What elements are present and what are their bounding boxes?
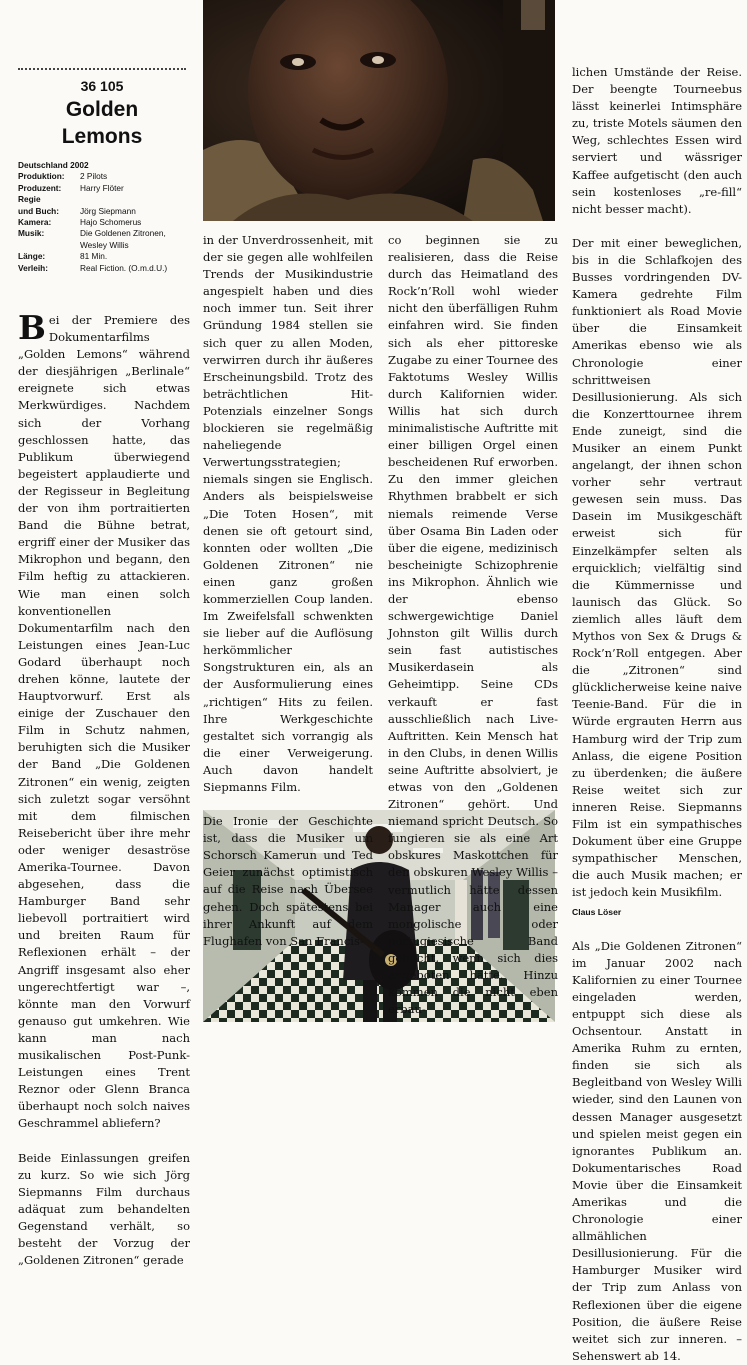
credit-label: Produzent: xyxy=(18,182,62,193)
credit-value xyxy=(80,194,186,205)
credit-row xyxy=(18,183,186,194)
credit-row xyxy=(18,240,186,251)
credits-list xyxy=(18,160,186,274)
summary-paragraph: Als „Die Goldenen Zitronen“ im Januar 2002 nach Kalifornien zu einer Tournee eingeladen werden, entpuppt sich diese als Ochsentour. Anstatt in Amerika Ruhm zu ernten, finden sie sich als Begleitband von Wesley Willi wieder, sind den Launen von dessen Manager ausgesetzt und spielen meist gegen ein ignorantes Publikum an. Dokumentarisches Road Movie über die Einsamkeit Amerikas und die Chronologie einer allmählichen Desillusionierung. Für die Hamburger Musiker wird der Trip zum Anlass von Reflexionen über die eigene Position, die äußere Reise weitet sich zur inneren. – Sehenswert ab 14. xyxy=(572,938,742,1363)
credit-row xyxy=(18,263,186,274)
credit-value: Real Fiction. (O.m.d.U.) xyxy=(80,262,168,273)
credit-label: Kamera: xyxy=(18,217,52,228)
credit-label: Länge: xyxy=(18,251,46,262)
credit-value: 81 Min. xyxy=(80,251,108,262)
film-title xyxy=(18,96,186,150)
credit-row xyxy=(18,206,186,217)
paragraph-text: ei der Premiere des Dokumentarfilms „Golden Lemons“ während der diesjährigen „Berlinale“ ereignete sich etwas Merkwürdiges. Nachdem sich der Vorhang geschlossen hatte, das Publikum überwiegend begeistert applaudierte und der Regisseur in Begleitung der von ihm portraitierten Band die Bühne betrat, ergriff einer der Musiker das Mikrophon und begann, den Film heftig zu attackieren. Wie man einen solch konventionellen Dokumentarfilm nach den Leistungen eines Jean-Luc Godard überhaupt noch drehen könne, lautete der Hauptvorwurf. Erst als einige der Zuschauer den Film in Schutz nahmen, beruhigten sich die Musiker der Band „Die Goldenen Zitronen“ ein wenig, zeigten sich zuletzt sogar versöhnt mit dem filmischen Reisebericht über ihre mehr oder weniger desaströse Amerika-Tournee. Davon abgesehen, dass die Hamburger Band sehr liebevoll portraitiert wird und breiten Raum für Reflexionen erhält – der Angriff insgesamt also eher ungerechtfertigt war –, könnte man den Vorwurf genauso gut umkehren. Wie kann man nach musikalischen Post-Punk-Leistungen eines Trent Reznor oder Glenn Branca überhaupt noch solch naives Geschrammel abliefern? xyxy=(18,313,190,1131)
article-paragraph: Beide Einlassungen greifen zu kurz. So wie sich Jörg Siepmanns Film durchaus adäquat zum behandelten Gegenstand verhält, so besteht der Vorzug der „Goldenen Zitronen“ gerade xyxy=(18,1150,190,1268)
country-year: Deutschland 2002 xyxy=(18,160,89,170)
article-paragraph xyxy=(18,308,190,1133)
article-paragraph: in der Unverdrossenheit, mit der sie gegen alle wohlfeilen Trends der Musikindustrie angespielt haben und dies noch immer tun. Seit ihrer Gründung 1984 stellen sie sich quer zu allen Moden, verwirren durch ihr äußeres Erscheinungsbild. Trotz des beträchtlichen Hit-Potenzials einzelner Songs blockieren sie regelmäßig naheliegende Verwertungsstrategien; niemals singen sie Englisch. Anders als beispielsweise „Die Toten Hosen“, mit denen sie oft getourt sind, konnten oder wollten „Die Goldenen Zitronen“ nie einen ganz großen kommerziellen Coup landen. Im Zweifelsfall schwenkten sie lieber auf die Auflösung herkömmlicher Songstrukturen ein, als an der Ausformulierung eines „richtigen“ Hits zu feilen. Ihre Werkgeschichte gestaltet sich vorrangig als die einer Verweigerung. Auch davon handelt Siepmanns Film. xyxy=(203,233,373,794)
film-info-block xyxy=(18,68,186,274)
credit-label: Musik: xyxy=(18,228,45,239)
film-title-line2: Lemons xyxy=(61,125,143,148)
credit-value: Wesley Willis xyxy=(80,239,129,250)
credit-label: Regie xyxy=(18,194,41,205)
credit-row xyxy=(18,228,186,239)
dotted-divider xyxy=(18,68,186,70)
article-column-1 xyxy=(18,308,190,1269)
credit-row xyxy=(18,251,186,262)
article-paragraph: Die Ironie der Geschichte ist, dass die Musiker um Schorsch Kamerun und Ted Geier zunächst optimistisch auf die Reise nach Übersee gehen. Doch spätestens bei ihrer Ankunft auf dem Flughafen von San Francis- xyxy=(203,814,373,948)
credit-label: Verleih: xyxy=(18,262,48,273)
portrait-illustration xyxy=(203,0,555,221)
credit-value: Die Goldenen Zitronen, xyxy=(80,228,166,239)
credit-label: und Buch: xyxy=(18,205,60,216)
credit-label xyxy=(18,240,80,251)
article-column-4 xyxy=(572,64,742,1365)
credit-row xyxy=(18,217,186,228)
article-paragraph: lichen Umstände der Reise. Der beengte Tourneebus lässt keinerlei Intimsphäre zu, triste Motels säumen den Weg, schlechtes Essen wird serviert und wässriger Kaffee aufgetischt (den auch sein kostenloses „re-fill“ nicht besser macht). xyxy=(572,65,742,216)
article-column-2 xyxy=(203,232,373,950)
credit-value: Harry Flöter xyxy=(80,182,124,193)
credit-value: Hajo Schomerus xyxy=(80,217,142,228)
article-paragraph: Der mit einer beweglichen, bis in die Schlafkojen des Busses vordringenden DV-Kamera gedrehte Film funktioniert als Road Movie über die Einsamkeit Amerikas ebenso wie als Chronologie einer schrittweisen Desillusionierung. Als sich die Konzerttournee ihrem Ende zuneigt, sind die Musiker an einem Punkt angelangt, der ihnen schon vorher sehr vertraut gewesen sein muss. Das Dasein im Musikgeschäft erweist sich für Einzelkämpfer selten als erquicklich; vielfältig sind die Kümmernisse und launisch das Glück. So ziemlich alles läuft dem Mythos von Sex & Drugs & Rock’n’Roll entgegen. Aber die „Zitronen“ sind glücklicherweise keine naive Teenie-Band. Für die in Würde ergrauten Herrn aus Hamburg wird der Trip zum Anlass, die eigene Position zu überdenken; die äußere Reise weitet sich zur inneren Reise. Siepmanns Film ist ein sympathisches Dokument über eine Gruppe sympathischer Menschen, die auch Musik machen; er ist jedoch kein Musikfilm. xyxy=(572,235,742,900)
credit-row xyxy=(18,171,186,182)
article-paragraph: co beginnen sie zu realisieren, dass die Reise durch das Heimatland des Rock’n’Roll wohl wieder nicht den überfälligen Ruhm einfahren wird. Sie finden sich als eher pittoreske Zugabe zu einer Tournee des Faktotums Wesley Willis durch Kalifornien wider. Willis hat sich durch minimalistische Auftritte mit einer billigen Orgel einen bescheidenen Ruf erworben. Zu den immer gleichen Rhythmen brabbelt er sich niemals reimende Verse über Osama Bin Laden oder über die eigene, medizinisch bescheinigte Schizophrenie ins Mikrophon. Ähnlich wie der ebenso schwergewichtige Daniel Johnston gilt Willis durch sein fast autistisches Musikerdasein als Geheimtipp. Seine CDs verkauft er fast ausschließlich nach Live-Auftritten. Kein Mensch hat in den Clubs, in denen Willis seine Auftritte absolviert, je etwas von den „Goldenen Zitronen“ gehört. Und niemand spricht Deutsch. So fungieren sie als eine Art obskures Maskottchen für den obskuren Wesley Willis – vermutlich hätte dessen Manager auch eine mongolische oder portugiesische Band gebucht, wenn sich dies angeboten hätte. Hinzu kommen die nicht eben erbau- xyxy=(388,233,558,1017)
author-byline: Claus Löser xyxy=(572,906,622,917)
article-column-3 xyxy=(388,232,558,1018)
drop-cap: B xyxy=(18,308,46,347)
credit-label: Produktion: xyxy=(18,171,65,182)
credit-row xyxy=(18,194,186,205)
film-title-line1: Golden xyxy=(65,98,139,121)
portrait-photo xyxy=(203,0,555,221)
credit-value: Jörg Siepmann xyxy=(80,205,136,216)
credit-value: 2 Pilots xyxy=(80,171,108,182)
film-number: 36 105 xyxy=(80,78,124,94)
